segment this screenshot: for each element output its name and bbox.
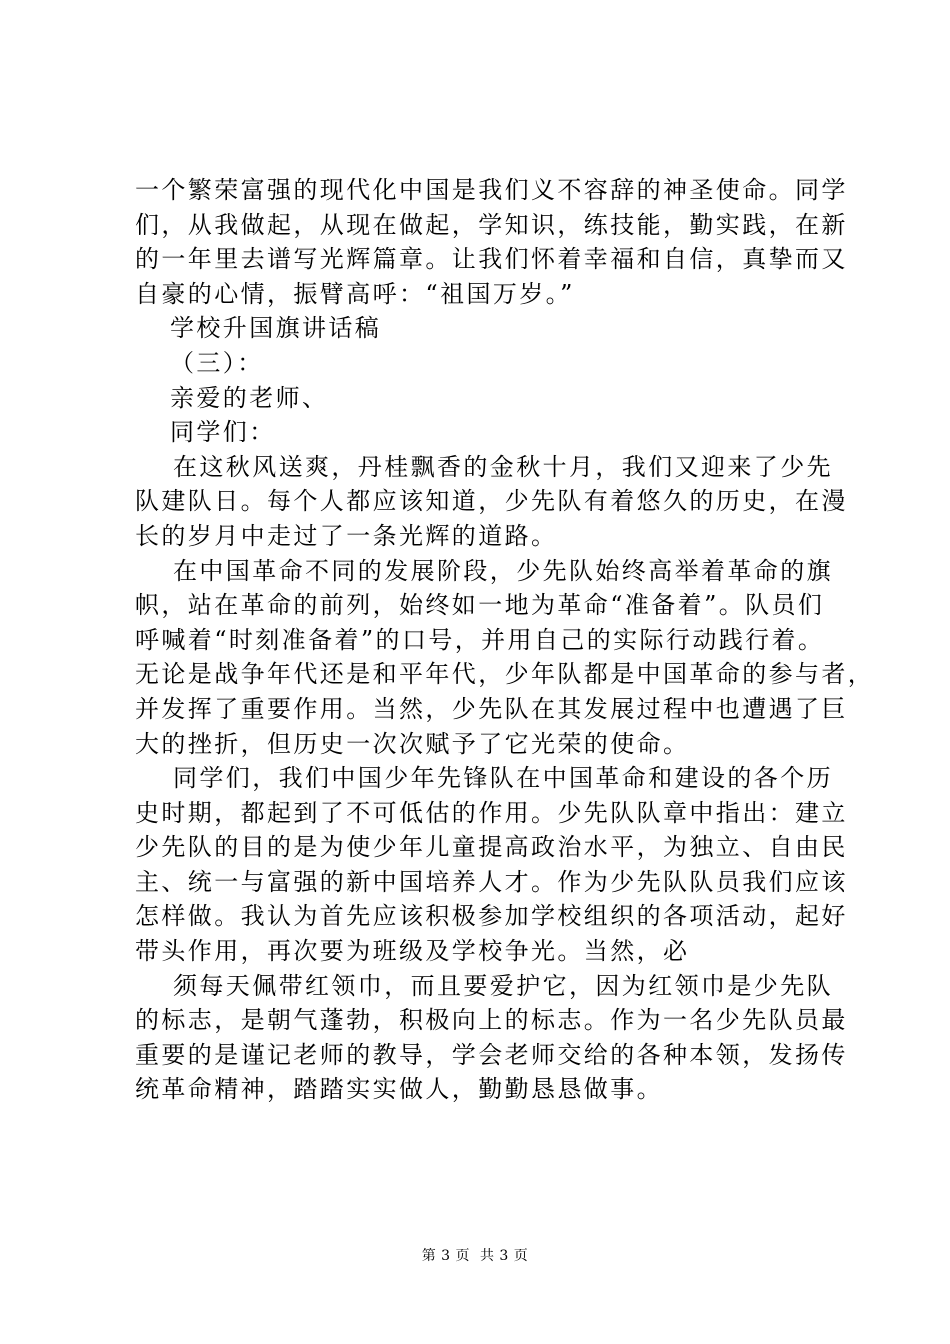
text-line: 长的岁月中走过了一条光辉的道路。	[135, 521, 558, 550]
page-footer	[0, 1245, 950, 1265]
text-line: 同学们：	[170, 418, 276, 447]
text-line: 学校升国旗讲话稿	[170, 314, 382, 343]
text-line: 少先队的目的是为使少年儿童提高政治水平，为独立、自由民	[135, 833, 848, 862]
text-line: 帜，站在革命的前列，始终如一地为革命“准备着”。队员们	[135, 591, 825, 620]
text-line: 同学们，我们中国少年先锋队在中国革命和建设的各个历	[173, 764, 833, 793]
text-line: 须每天佩带红领巾，而且要爱护它，因为红领巾是少先队	[173, 971, 833, 1000]
text-line: 主、统一与富强的新中国培养人才。作为少先队队员我们应该	[135, 867, 848, 896]
text-line: 统革命精神，踏踏实实做人，勤勤恳恳做事。	[135, 1075, 663, 1104]
text-line: 在中国革命不同的发展阶段，少先队始终高举着革命的旗	[173, 556, 833, 585]
text-line: 大的挫折，但历史一次次赋予了它光荣的使命。	[135, 729, 690, 758]
document-body	[135, 173, 875, 1107]
text-line: 的一年里去谱写光辉篇章。让我们怀着幸福和自信，真挚而又	[135, 245, 848, 274]
text-line: 的标志，是朝气蓬勃，积极向上的标志。作为一名少先队员最	[135, 1006, 848, 1035]
text-line: 亲爱的老师、	[170, 383, 329, 412]
text-line: 并发挥了重要作用。当然，少先队在其发展过程中也遭遇了巨	[135, 694, 848, 723]
text-line: 们，从我做起，从现在做起，学知识，练技能，勤实践，在新	[135, 210, 848, 239]
text-line: 队建队日。每个人都应该知道，少先队有着悠久的历史，在漫	[135, 487, 848, 516]
text-line: 一个繁荣富强的现代化中国是我们义不容辞的神圣使命。同学	[135, 176, 848, 204]
text-line: （三）：	[170, 348, 264, 377]
text-line: 自豪的心情，振臂高呼：“祖国万岁。”	[135, 279, 575, 308]
text-line: 呼喊着“时刻准备着”的口号，并用自己的实际行动践行着。	[135, 625, 825, 654]
text-line: 史时期，都起到了不可低估的作用。少先队队章中指出：建立	[135, 798, 848, 827]
text-line: 无论是战争年代还是和平年代，少年队都是中国革命的参与者，	[135, 660, 875, 689]
text-line: 怎样做。我认为首先应该积极参加学校组织的各项活动，起好	[135, 902, 848, 931]
text-line: 带头作用，再次要为班级及学校争光。当然，必	[135, 937, 690, 966]
page-number-label: 第 3 页 共 3 页	[421, 1248, 529, 1264]
text-line: 在这秋风送爽，丹桂飘香的金秋十月，我们又迎来了少先	[173, 452, 833, 481]
text-line: 重要的是谨记老师的教导，学会老师交给的各种本领，发扬传	[135, 1040, 848, 1069]
